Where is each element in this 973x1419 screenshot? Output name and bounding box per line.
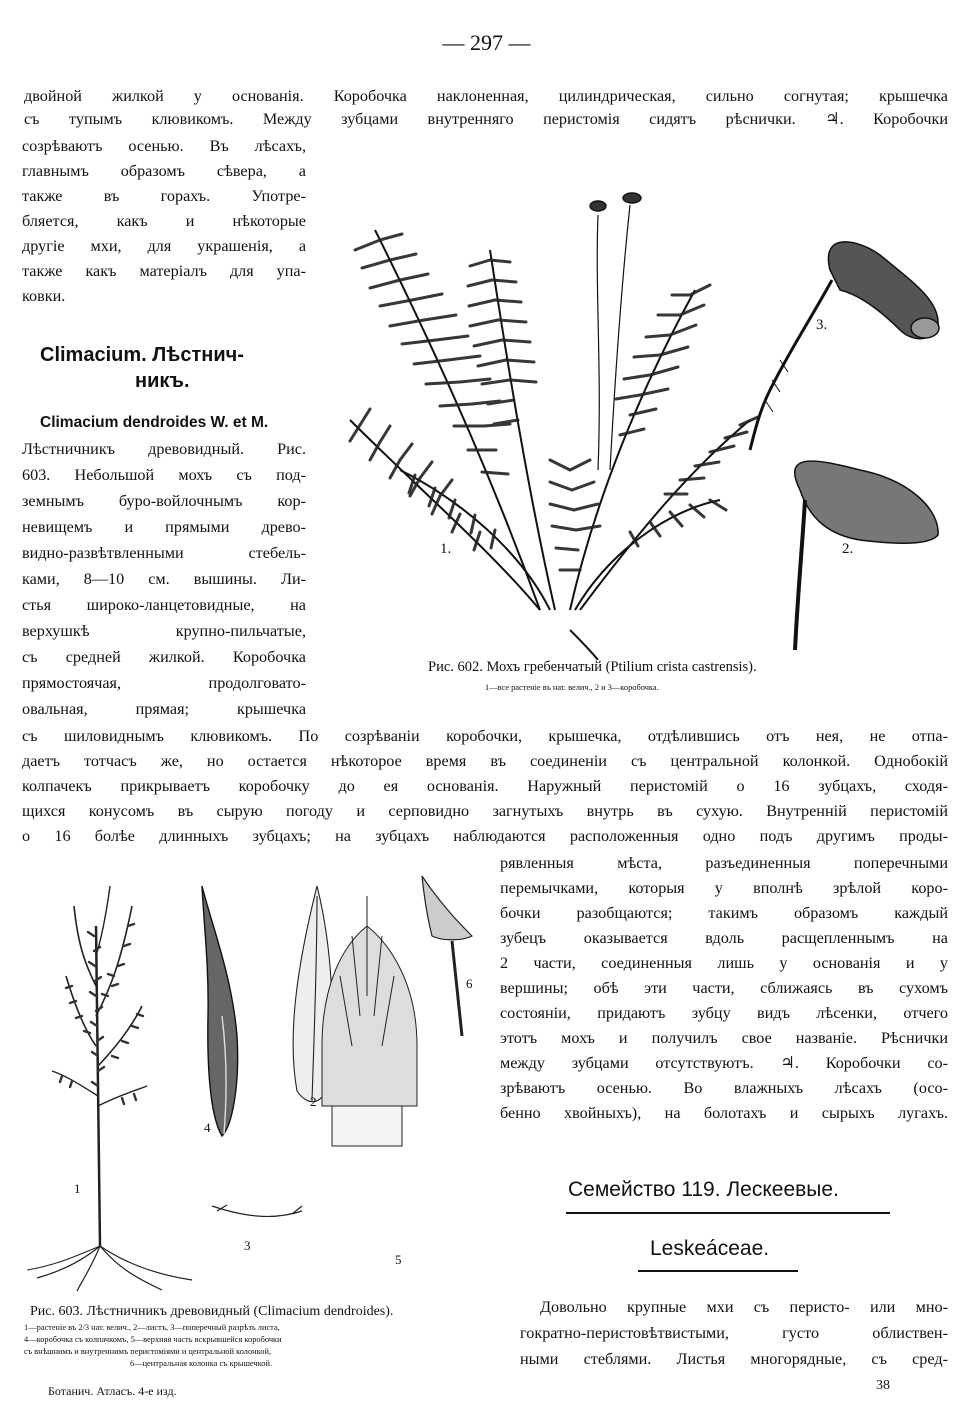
- text-line: верхушкѣ крупно-пильчатые,: [22, 622, 306, 640]
- family-title: Семейство 119. Лескеевые.: [568, 1178, 839, 1201]
- text-line: овальная, прямая; крышечка: [22, 700, 306, 718]
- text-line: съ средней жилкой. Коробочка: [22, 648, 306, 666]
- text-line: колпачекъ прикрываетъ коробочку до ея основанія. Наружный перистомій о 16 зубцахъ, сходя-: [22, 777, 948, 795]
- text-line: ными стеблями. Листья многорядные, съ сред-: [520, 1350, 948, 1368]
- text-line: Довольно крупные мхи съ перисто- или мно-: [540, 1298, 948, 1316]
- text-line: другіе мхи, для украшенія, а: [22, 237, 306, 255]
- text-line: состояніи, придаютъ зубцу видъ лѣсенки, отчего: [500, 1004, 948, 1022]
- text-line: вершины; обѣ эти части, сближаясь въ сухомъ: [500, 979, 948, 997]
- fig602-label-2: 2.: [842, 541, 854, 557]
- text-line: Лѣстничникъ древовидный. Рис.: [22, 440, 306, 458]
- fig602-label-1: 1.: [440, 541, 452, 557]
- fig603-label-3: 3: [244, 1238, 251, 1253]
- fig603-caption: Рис. 603. Лѣстничникъ древовидный (Climacium dendroides).: [30, 1304, 394, 1319]
- text-line: ковки.: [22, 287, 66, 305]
- text-line: земнымъ буро-войлочнымъ кор-: [22, 492, 306, 510]
- fig603-legend-line: съ внѣшнимъ и внутреннимъ перистоміями и центральной колонкой,: [24, 1347, 272, 1356]
- page-number: — 297 —: [442, 30, 531, 55]
- fig602-label-3: 3.: [816, 317, 828, 333]
- text-line: главнымъ образомъ сѣвера, а: [22, 162, 306, 180]
- footer-signature: Ботанич. Атласъ. 4-е изд.: [48, 1384, 177, 1398]
- text-line: прямостоячая, продолговато-: [22, 674, 306, 692]
- text-line: рявленныя мѣста, разъединенныя поперечными: [500, 854, 948, 872]
- text-line: бляется, какъ и нѣкоторые: [22, 212, 306, 230]
- fig603-label-4: 4: [204, 1120, 211, 1135]
- text-line: созрѣваютъ осенью. Въ лѣсахъ,: [22, 137, 306, 155]
- footer-sheet-number: 38: [876, 1378, 890, 1393]
- text-line: зрѣваютъ осенью. Во влажныхъ лѣсахъ (осо-: [500, 1079, 948, 1097]
- family-latin-name: Leskeáceae.: [650, 1237, 770, 1260]
- text-line: стья широко-ланцетовидные, на: [22, 596, 306, 614]
- text-line: 2 части, соединенныя лишь у основанія и у: [500, 954, 948, 972]
- fig602-illustration: [340, 170, 955, 660]
- text-line: бенно хвойныхъ), на болотахъ и сырыхъ лугахъ.: [500, 1104, 948, 1122]
- fig603-illustration: [22, 866, 490, 1298]
- section-heading: Climacium. Лѣстнич-: [40, 344, 244, 366]
- fig603-label-5: 5: [395, 1252, 402, 1267]
- text-line: бочки разобщаются; такимъ образомъ каждый: [500, 904, 948, 922]
- text-line: съ тупымъ клювикомъ. Между зубцами внутренняго перистомія сидятъ рѣснички. ♃. Коробочки: [24, 110, 948, 128]
- text-line: щихся конусомъ въ сырую погоду и серповидно загнутыхъ внутрь въ сухую. Внутренній перистомій: [22, 802, 948, 820]
- text-line: также какъ матеріалъ для упа-: [22, 262, 306, 280]
- fig602-legend: 1—все растеніе въ нат. велич., 2 и 3—коробочка.: [485, 683, 659, 692]
- text-line: невищемъ и прямыми древо-: [22, 518, 306, 536]
- text-line: между зубцами отсутствуютъ. ♃. Коробочки со-: [500, 1054, 948, 1072]
- text-line: съ шиловиднымъ клювикомъ. По созрѣваніи коробочки, крышечка, отдѣлившись отъ нея, не отпа-: [22, 727, 948, 745]
- text-line: ками, 8—10 см. вышины. Ли-: [22, 570, 306, 588]
- fig603-legend-line: 1—растеніе въ 2/3 нат. велич., 2—листъ, 3—поперечный разрѣзъ листа,: [24, 1323, 280, 1332]
- text-line: о 16 болѣе длинныхъ зубцахъ; на зубцахъ наблюдаются расположенныя одно подъ другимъ проды-: [22, 827, 948, 845]
- text-line: даетъ тотчасъ же, но остается нѣкоторое время въ соединеніи съ центральной колонкой. Однобокій: [22, 752, 948, 770]
- family-title-rule: [566, 1212, 890, 1214]
- fig603-label-6: 6: [466, 976, 473, 991]
- section-heading-cont: никъ.: [135, 370, 190, 392]
- species-name: Climacium dendroides W. et M.: [40, 414, 269, 431]
- fig602-caption: Рис. 602. Мохъ гребенчатый (Ptilium crista castrensis).: [428, 659, 757, 675]
- fig603-label-1: 1: [74, 1181, 81, 1196]
- text-line: перемычками, которыя у вполнѣ зрѣлой коро-: [500, 879, 948, 897]
- text-line: двойной жилкой у основанія. Коробочка наклоненная, цилиндрическая, сильно согнутая; крышечка: [24, 87, 948, 105]
- text-line: гократно-перистовѣтвистыми, густо облиствен-: [520, 1324, 948, 1342]
- fig603-label-2: 2: [310, 1094, 317, 1109]
- family-latin-rule: [638, 1270, 798, 1272]
- fig603-legend-line: 4—коробочка съ колпачкомъ, 5—верхняя часть вскрывшейся коробочки: [24, 1335, 282, 1344]
- text-line: 603. Небольшой мохъ съ под-: [22, 466, 306, 484]
- text-line: этотъ мохъ и получилъ свое названіе. Рѣснички: [500, 1029, 948, 1047]
- text-line: также въ горахъ. Употре-: [22, 187, 306, 205]
- text-line: видно-развѣтвленными стебель-: [22, 544, 306, 562]
- fig603-legend-line: 6—центральная колонка съ крышечкой.: [130, 1359, 273, 1368]
- text-line: зубецъ оказывается вдоль расщепленнымъ на: [500, 929, 948, 947]
